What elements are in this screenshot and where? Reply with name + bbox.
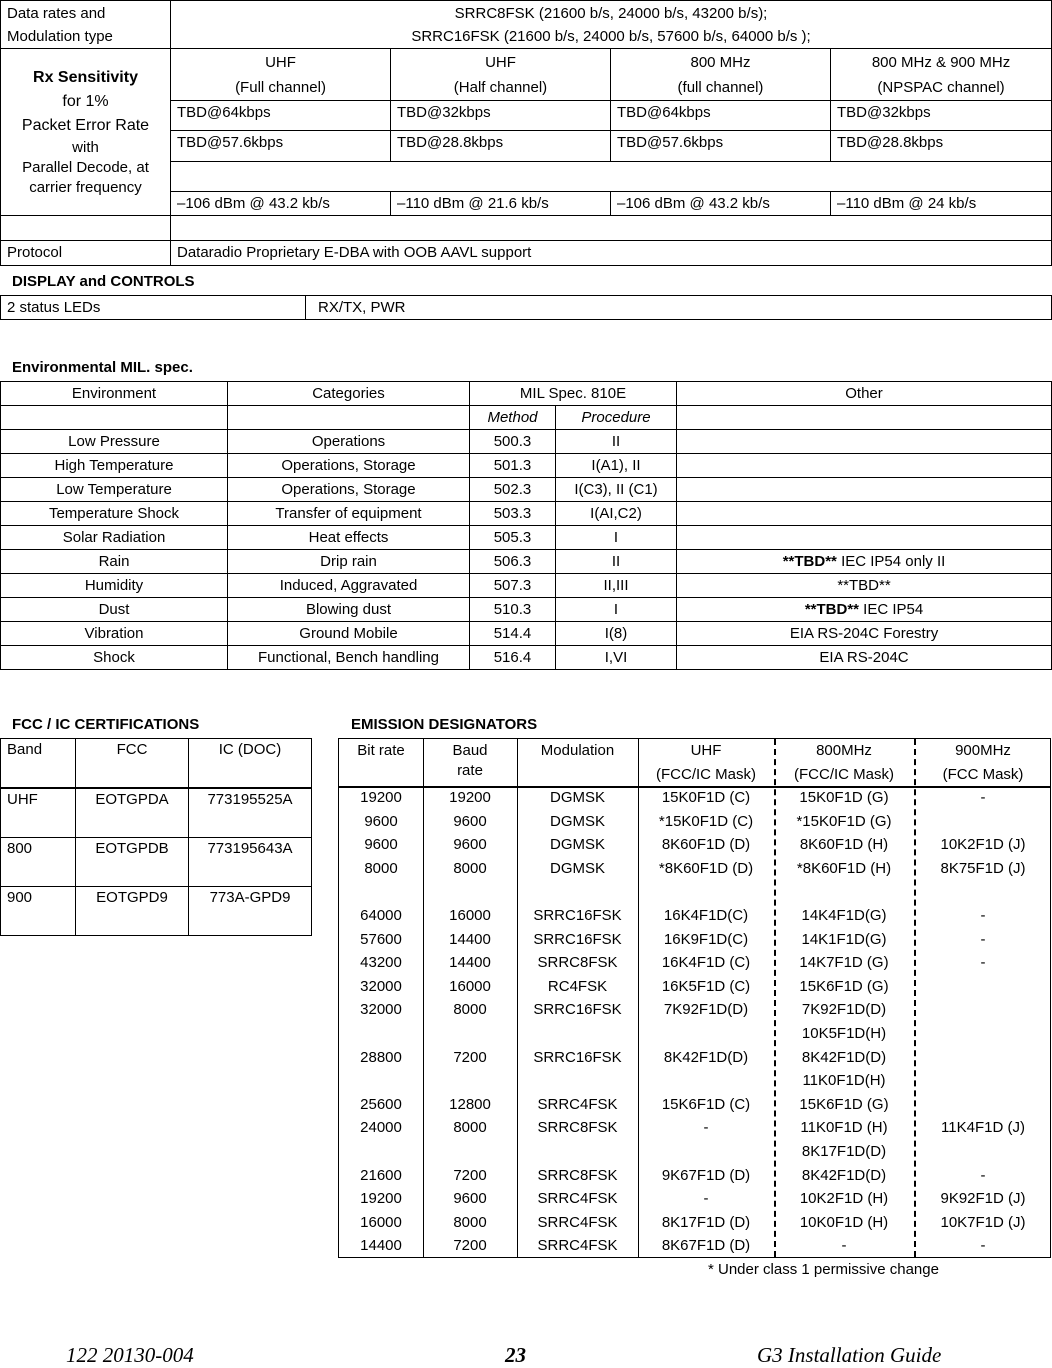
em-cell-bitrate: 64000 — [360, 907, 402, 924]
dbm-cell: –110 dBm @ 24 kb/s — [831, 192, 1052, 216]
em-cell-m900: 10K7F1D (J) — [940, 1213, 1026, 1231]
em-cell-bitrate: 57600 — [360, 930, 402, 948]
rx-sensitivity-line5: Parallel Decode, at carrier frequency — [22, 159, 149, 196]
other-bold: **TBD** — [804, 600, 859, 618]
env-row — [1, 622, 1052, 646]
em-cell-m900: - — [980, 907, 986, 924]
em-cell-m800: 15K6F1D (G) — [799, 977, 889, 995]
tbd-cell: TBD@32kbps — [831, 101, 1052, 131]
em-cell-bitrate: 14400 — [360, 1237, 402, 1255]
category-cell: Functional, Bench handling — [228, 646, 470, 670]
em-cell-bitrate: 28800 — [360, 1048, 402, 1066]
fcc-cell-fcc: EOTGPD9 — [76, 887, 189, 936]
em-cell-baud: 19200 — [449, 789, 491, 806]
category-cell: Drip rain — [228, 550, 470, 574]
em-cell-m800: 11K0F1D(H) — [802, 1072, 886, 1090]
em-cell-baud: 12800 — [449, 1095, 491, 1113]
other-text: IEC IP54 only II — [836, 552, 946, 570]
environmental-table — [0, 381, 1052, 670]
method-cell: 510.3 — [470, 598, 556, 622]
env-row — [1, 478, 1052, 502]
fcc-row — [1, 887, 312, 936]
fcc-hdr-ic: IC (DOC) — [189, 739, 312, 789]
other-text: **TBD** — [837, 576, 891, 594]
em-cell-uhf: 8K17F1D (D) — [661, 1213, 751, 1231]
em-cell-baud: 8000 — [453, 859, 487, 877]
em-cell-modulation: SRRC16FSK — [533, 1048, 622, 1066]
em-cell-baud: 8000 — [453, 1119, 487, 1137]
em-cell-m800: 7K92F1D(D) — [801, 1001, 887, 1019]
protocol-value: Dataradio Proprietary E-DBA with OOB AAVL support — [171, 241, 1052, 266]
other-text: EIA RS-204C Forestry — [789, 624, 939, 642]
col-uhf-full — [171, 49, 391, 101]
dbm-cell: –106 dBm @ 43.2 kb/s — [611, 192, 831, 216]
tbd-cell: TBD@57.6kbps — [171, 131, 391, 162]
em-cell-m800: 10K5F1D(H) — [801, 1025, 887, 1042]
other-text: IEC IP54 — [859, 600, 924, 618]
em-cell-modulation: SRRC16FSK — [533, 930, 622, 948]
category-cell: Operations, Storage — [228, 454, 470, 478]
fcc-heading: FCC / IC CERTIFICATIONS — [12, 716, 200, 733]
em-cell-m800: 14K1F1D(G) — [801, 930, 887, 948]
hdr-categories: Categories — [228, 382, 470, 406]
fcc-cell-band: 900 — [1, 887, 76, 936]
em-cell-m800: 14K4F1D(G) — [801, 907, 887, 924]
env-row — [1, 646, 1052, 670]
em-cell-m800: 10K2F1D (H) — [799, 1190, 889, 1208]
other-cell — [677, 430, 1052, 454]
category-cell: Ground Mobile — [228, 622, 470, 646]
other-cell — [677, 574, 1052, 598]
col-sub: (NPSPAC channel) — [877, 78, 1005, 96]
procedure-cell: I — [556, 598, 677, 622]
em-cell-uhf: *8K60F1D (D) — [658, 859, 754, 877]
em-cell-baud: 14400 — [449, 954, 491, 972]
leds-value: RX/TX, PWR — [306, 296, 1052, 320]
em-cell-baud: 9600 — [453, 836, 487, 854]
col-800-full — [611, 49, 831, 101]
em-cell-m900: - — [980, 789, 986, 806]
col-band: UHF — [485, 53, 516, 71]
em-cell-m900: 9K92F1D (J) — [940, 1190, 1026, 1208]
em-cell-baud: 7200 — [453, 1237, 487, 1255]
em-cell-baud: 9600 — [453, 1190, 487, 1208]
tbd-cell: TBD@57.6kbps — [611, 131, 831, 162]
em-cell-m800: 15K6F1D (G) — [799, 1095, 889, 1113]
empty-cell — [677, 406, 1052, 430]
data-rates-label — [1, 1, 171, 49]
em-hdr-modulation: Modulation — [540, 742, 615, 759]
col-band: 800 MHz & 900 MHz — [871, 53, 1011, 71]
hdr-procedure: Procedure — [556, 406, 677, 430]
category-cell: Operations, Storage — [228, 478, 470, 502]
procedure-cell: I(A1), II — [556, 454, 677, 478]
dbm-cell: –110 dBm @ 21.6 kb/s — [391, 192, 611, 216]
method-cell: 514.4 — [470, 622, 556, 646]
dbm-cell: –106 dBm @ 43.2 kb/s — [171, 192, 391, 216]
em-hdr-900 — [914, 739, 1052, 787]
em-cell-m900: 8K75F1D (J) — [940, 859, 1026, 877]
procedure-cell: II — [556, 430, 677, 454]
procedure-cell: I(8) — [556, 622, 677, 646]
fcc-hdr-fcc: FCC — [76, 739, 189, 789]
em-cell-bitrate: 16000 — [360, 1213, 402, 1231]
protocol-label: Protocol — [1, 241, 171, 266]
em-cell-bitrate: 21600 — [360, 1166, 402, 1184]
method-cell: 505.3 — [470, 526, 556, 550]
empty-row — [171, 162, 1052, 192]
em-cell-modulation: SRRC8FSK — [537, 1119, 618, 1137]
em-cell-modulation: DGMSK — [549, 859, 605, 877]
fcc-cell-fcc: EOTGPDA — [76, 788, 189, 838]
category-cell: Heat effects — [228, 526, 470, 550]
em-hdr-800-line1: 800MHz — [816, 742, 872, 759]
em-cell-bitrate: 24000 — [360, 1119, 402, 1137]
em-cell-m800: 8K17F1D(D) — [801, 1143, 887, 1160]
footer-docnum: 122 20130-004 — [66, 1343, 194, 1367]
data-rates-line1: SRRC8FSK (21600 b/s, 24000 b/s, 43200 b/s); — [454, 4, 768, 22]
display-controls-table — [0, 295, 1052, 320]
environmental-heading: Environmental MIL. spec. — [12, 359, 193, 376]
em-hdr-800-line2: (FCC/IC Mask) — [794, 766, 894, 783]
em-cell-bitrate: 9600 — [364, 836, 398, 854]
rx-sensitivity-line3: Packet Error Rate — [21, 117, 150, 134]
other-bold: **TBD** — [782, 552, 837, 570]
footer-page-number: 23 — [505, 1343, 526, 1367]
tbd-cell: TBD@28.8kbps — [831, 131, 1052, 162]
em-cell-m800: 14K7F1D (G) — [799, 954, 889, 972]
hdr-other: Other — [677, 382, 1052, 406]
em-cell-m900: - — [980, 1237, 986, 1255]
other-cell — [677, 502, 1052, 526]
procedure-cell: II,III — [556, 574, 677, 598]
fcc-row — [1, 788, 312, 838]
env-cell: Solar Radiation — [1, 526, 228, 550]
other-cell — [677, 526, 1052, 550]
specs-table — [0, 0, 1052, 266]
procedure-cell: I(C3), II (C1) — [556, 478, 677, 502]
em-cell-modulation: SRRC4FSK — [537, 1095, 618, 1113]
em-cell-m800: 8K42F1D(D) — [801, 1048, 887, 1066]
method-cell: 507.3 — [470, 574, 556, 598]
em-cell-uhf: 8K60F1D (D) — [661, 836, 751, 854]
em-cell-m800: 11K0F1D (H) — [800, 1119, 888, 1137]
tbd-cell: TBD@28.8kbps — [391, 131, 611, 162]
em-cell-modulation: SRRC4FSK — [537, 1237, 618, 1255]
rx-sensitivity-line2: for 1% — [62, 93, 109, 110]
em-cell-m900: 10K2F1D (J) — [940, 836, 1026, 854]
procedure-cell: I — [556, 526, 677, 550]
method-cell: 500.3 — [470, 430, 556, 454]
fcc-cell-ic: 773A-GPD9 — [189, 887, 312, 936]
empty-cell — [171, 216, 1052, 241]
fcc-cell-band: 800 — [1, 838, 76, 887]
env-cell: Rain — [1, 550, 228, 574]
env-cell: Shock — [1, 646, 228, 670]
category-cell: Transfer of equipment — [228, 502, 470, 526]
em-cell-m800: 15K0F1D (G) — [799, 789, 889, 806]
em-cell-modulation: SRRC4FSK — [537, 1213, 618, 1231]
em-cell-m900: - — [980, 1166, 986, 1184]
em-cell-uhf: 16K4F1D(C) — [663, 907, 749, 924]
method-cell: 503.3 — [470, 502, 556, 526]
category-cell: Blowing dust — [228, 598, 470, 622]
other-cell — [677, 478, 1052, 502]
method-cell: 501.3 — [470, 454, 556, 478]
em-cell-modulation: DGMSK — [549, 812, 605, 830]
tbd-cell: TBD@64kbps — [171, 101, 391, 131]
env-row — [1, 598, 1052, 622]
emission-heading: EMISSION DESIGNATORS — [351, 716, 538, 733]
rx-sensitivity-label — [1, 49, 171, 216]
col-uhf-half — [391, 49, 611, 101]
em-cell-m800: *15K0F1D (G) — [796, 812, 892, 830]
em-cell-bitrate: 19200 — [360, 1190, 402, 1208]
col-band: 800 MHz — [690, 53, 751, 71]
em-hdr-900-line2: (FCC Mask) — [942, 766, 1024, 783]
other-cell — [677, 550, 1052, 574]
em-cell-uhf: 15K0F1D (C) — [661, 789, 751, 806]
procedure-cell: II — [556, 550, 677, 574]
em-cell-modulation: RC4FSK — [547, 977, 608, 995]
env-row — [1, 454, 1052, 478]
em-cell-m900: - — [980, 930, 986, 948]
fcc-cell-ic: 773195525A — [189, 788, 312, 838]
env-cell: High Temperature — [1, 454, 228, 478]
em-cell-uhf: 9K67F1D (D) — [661, 1166, 751, 1184]
col-sub: (Full channel) — [235, 78, 326, 96]
emission-note: * Under class 1 permissive change — [708, 1261, 939, 1278]
em-cell-m800: - — [841, 1237, 847, 1255]
em-hdr-uhf — [638, 739, 774, 787]
other-text: EIA RS-204C — [819, 648, 909, 666]
env-row — [1, 550, 1052, 574]
method-cell: 516.4 — [470, 646, 556, 670]
env-cell: Low Pressure — [1, 430, 228, 454]
category-cell: Induced, Aggravated — [228, 574, 470, 598]
hdr-environment: Environment — [1, 382, 228, 406]
em-cell-uhf: *15K0F1D (C) — [658, 812, 754, 830]
em-cell-uhf: 7K92F1D(D) — [663, 1001, 749, 1019]
em-hdr-uhf-line2: (FCC/IC Mask) — [656, 766, 756, 783]
em-cell-uhf: - — [703, 1190, 709, 1208]
em-cell-bitrate: 8000 — [364, 859, 398, 877]
em-cell-bitrate: 43200 — [360, 954, 402, 972]
em-cell-uhf: 8K67F1D (D) — [661, 1237, 751, 1255]
em-cell-bitrate: 25600 — [360, 1095, 402, 1113]
em-cell-bitrate: 32000 — [360, 977, 402, 995]
rx-sensitivity-title: Rx Sensitivity — [33, 69, 138, 86]
other-cell — [677, 454, 1052, 478]
empty-cell — [228, 406, 470, 430]
env-row — [1, 502, 1052, 526]
col-sub: (Half channel) — [453, 78, 548, 96]
col-800-900-npspac — [831, 49, 1052, 101]
fcc-hdr-band: Band — [1, 739, 76, 789]
em-cell-m800: 8K42F1D(D) — [801, 1166, 887, 1184]
em-cell-uhf: 16K5F1D (C) — [661, 977, 751, 995]
env-row — [1, 526, 1052, 550]
fcc-cell-band: UHF — [1, 788, 76, 838]
footer-title: G3 Installation Guide — [757, 1343, 942, 1367]
env-cell: Low Temperature — [1, 478, 228, 502]
em-hdr-baud-line1: Baud — [452, 742, 488, 759]
em-cell-m900: 11K4F1D (J) — [941, 1119, 1025, 1137]
em-cell-uhf: 15K6F1D (C) — [661, 1095, 751, 1113]
env-row — [1, 574, 1052, 598]
category-cell: Operations — [228, 430, 470, 454]
em-cell-baud: 7200 — [453, 1166, 487, 1184]
em-hdr-bitrate: Bit rate — [357, 742, 405, 759]
em-cell-modulation: SRRC16FSK — [533, 1001, 622, 1019]
fcc-cell-ic: 773195643A — [189, 838, 312, 887]
em-cell-m900: - — [980, 954, 986, 972]
display-controls-heading: DISPLAY and CONTROLS — [12, 273, 195, 290]
hdr-method: Method — [470, 406, 556, 430]
other-cell — [677, 598, 1052, 622]
em-hdr-800 — [774, 739, 914, 787]
em-cell-uhf: 16K9F1D(C) — [663, 930, 749, 948]
em-cell-m800: *8K60F1D (H) — [796, 859, 892, 877]
em-cell-bitrate: 9600 — [364, 812, 398, 830]
em-cell-uhf: - — [703, 1119, 709, 1137]
hdr-mil-spec: MIL Spec. 810E — [470, 382, 677, 406]
fcc-row — [1, 838, 312, 887]
em-cell-baud: 7200 — [453, 1048, 487, 1066]
em-cell-m800: 8K60F1D (H) — [799, 836, 889, 854]
other-cell — [677, 646, 1052, 670]
procedure-cell: I(AI,C2) — [556, 502, 677, 526]
empty-cell — [1, 406, 228, 430]
fcc-cell-fcc: EOTGPDB — [76, 838, 189, 887]
tbd-cell: TBD@32kbps — [391, 101, 611, 131]
em-hdr-uhf-line1: UHF — [690, 742, 722, 759]
col-band: UHF — [265, 53, 296, 71]
em-cell-bitrate: 19200 — [360, 789, 402, 806]
em-cell-baud: 8000 — [453, 1001, 487, 1019]
em-hdr-baud — [423, 741, 517, 781]
em-cell-modulation: SRRC8FSK — [537, 1166, 618, 1184]
em-cell-modulation: DGMSK — [549, 789, 605, 806]
em-cell-uhf: 8K42F1D(D) — [663, 1048, 749, 1066]
env-cell: Dust — [1, 598, 228, 622]
env-row — [1, 430, 1052, 454]
emission-table — [338, 738, 1051, 1258]
method-cell: 506.3 — [470, 550, 556, 574]
leds-label: 2 status LEDs — [1, 296, 306, 320]
em-hdr-900-line1: 900MHz — [955, 742, 1011, 759]
tbd-cell: TBD@64kbps — [611, 101, 831, 131]
em-cell-bitrate: 32000 — [360, 1001, 402, 1019]
em-cell-modulation: DGMSK — [549, 836, 605, 854]
em-cell-baud: 16000 — [449, 977, 491, 995]
em-cell-m800: 10K0F1D (H) — [799, 1213, 889, 1231]
env-cell: Vibration — [1, 622, 228, 646]
em-cell-modulation: SRRC8FSK — [537, 954, 618, 972]
em-cell-baud: 8000 — [453, 1213, 487, 1231]
em-hdr-baud-line2: rate — [457, 762, 483, 779]
data-rates-label-text: Data rates and Modulation type — [7, 4, 113, 45]
em-cell-baud: 9600 — [453, 812, 487, 830]
fcc-table — [0, 738, 312, 936]
rx-sensitivity-line4: with — [72, 139, 99, 156]
em-cell-modulation: SRRC16FSK — [533, 907, 622, 924]
em-cell-baud: 16000 — [449, 907, 491, 924]
empty-cell — [1, 216, 171, 241]
em-cell-uhf: 16K4F1D (C) — [661, 954, 751, 972]
env-cell: Temperature Shock — [1, 502, 228, 526]
env-cell: Humidity — [1, 574, 228, 598]
procedure-cell: I,VI — [556, 646, 677, 670]
em-cell-modulation: SRRC4FSK — [537, 1190, 618, 1208]
em-cell-baud: 14400 — [449, 930, 491, 948]
col-sub: (full channel) — [677, 78, 764, 96]
method-cell: 502.3 — [470, 478, 556, 502]
data-rates-line2: SRRC16FSK (21600 b/s, 24000 b/s, 57600 b/s, 64000 b/s ); — [411, 27, 811, 45]
other-cell — [677, 622, 1052, 646]
data-rates-value — [171, 1, 1052, 49]
